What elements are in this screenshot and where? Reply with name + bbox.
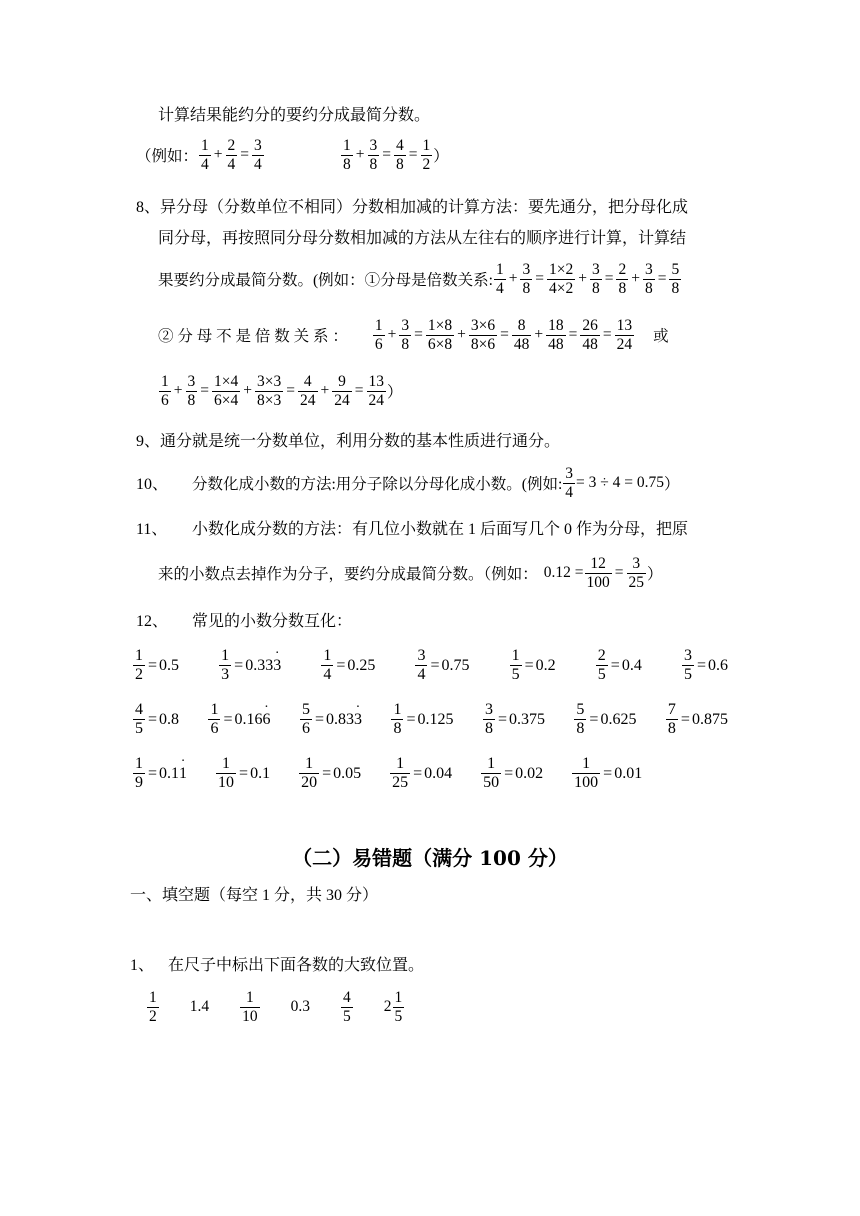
fraction: $\frac{5}{6}$ [301, 701, 310, 737]
conversion-item: $\frac{1}{10}$ = 0.1 [218, 755, 271, 791]
decimal-value: 0.05 [333, 764, 362, 782]
fraction: $\frac{1}{10}$ [218, 755, 235, 791]
item-12-number: 12、 [136, 613, 169, 630]
fraction: $\frac{3}{8}$ [484, 701, 493, 737]
fraction: $\frac{1}{2}$ [422, 137, 431, 173]
item-10-close: ） [664, 476, 680, 493]
decimal-value: 0.02 [515, 764, 544, 782]
item-8-line-2: 同分母，再按照同分母分数相加减的方法从左往右的顺序进行计算，计算结 [158, 230, 687, 247]
conversion-row-3 [132, 756, 642, 791]
section-title: （二）易错题（满分 100 分） [292, 846, 568, 870]
fraction: $\frac{1}{50}$ [483, 755, 500, 791]
item-11-lead: 0.12 = [543, 564, 584, 581]
conversion-item: $\frac{1}{25}$ = 0.04 [392, 755, 453, 791]
conversion-item: $\frac{1}{50}$ = 0.02 [483, 755, 544, 791]
part-one-heading: 一、填空题（每空 1 分，共 30 分） [130, 887, 379, 904]
fraction: $\frac{1}{100}$ [574, 755, 599, 791]
fraction: $\frac{1}{3}$ [221, 647, 230, 683]
fraction: $\frac{3}{4}$ [254, 137, 262, 173]
item-8-line-4: ② 分 母 不 是 倍 数 关 系 ： $\frac{1}{6}$ + $\frac{3}{8}$ = $\frac{1\times 8}{6\times 8}$ + $\frac{3\times 6}{8\times 6}$ = $\frac{8}{48}$ + $\frac{18}{48}$ = $\frac{26}{48}$ = $\frac{13}{24}$ 或 [158, 317, 669, 353]
fraction: $\frac{1}{6}$ [210, 701, 219, 737]
or-word: 或 [653, 328, 669, 345]
fraction: $\frac{3}{8}$ [369, 137, 378, 173]
conversion-item: $\frac{1}{2}$ = 0.5 [135, 647, 180, 683]
q1-text: 在尺子中标出下面各数的大致位置。 [168, 957, 425, 974]
fraction: $\frac{2}{5}$ [597, 647, 606, 683]
number-0-3: 0.3 [290, 998, 310, 1015]
conversion-item: $\frac{1}{6}$ = 0.16 · 6 [207, 702, 270, 737]
intro-line: 计算结果能约分的要约分成最简分数。 [158, 107, 431, 124]
item-8-line-4-text: ② 分 母 不 是 倍 数 关 系 ： [158, 328, 348, 345]
item-10: 分数化成小数的方法:用分子除以分母化成小数。(例如: $\frac{3}{4}$ = 3 ÷ 4 = 0.75 ） [192, 465, 680, 501]
conversion-item: $\frac{4}{5}$ = 0.8 [135, 701, 180, 737]
decimal-value: 0.8 [159, 710, 180, 728]
fraction: $\frac{1}{9}$ [135, 755, 143, 791]
number-tenth: $\frac{1}{10}$ [242, 989, 258, 1025]
fraction: $\frac{1}{8}$ [343, 137, 351, 173]
conversion-item: $\frac{5}{8}$ = 0.625 [576, 701, 637, 737]
fraction: $\frac{7}{8}$ [667, 701, 676, 737]
item-8-line-3: 果要约分成最简分数。(例如：①分母是倍数关系: $\frac{1}{4}$ + $\frac{3}{8}$ = $\frac{1\times 2}{4\times 2}$ + $\frac{3}{8}$ = $\frac{2}{8}$ + $\frac{3}{8}$ = $\frac{5}{8}$ [158, 261, 680, 297]
fraction: $\frac{3}{5}$ [683, 647, 692, 683]
fraction: $\frac{3}{4}$ [417, 647, 426, 683]
conversion-item: $\frac{1}{8}$ = 0.125 [393, 701, 454, 737]
decimal-value: 0.2 [535, 656, 556, 674]
item-11-line-1: 小数化成分数的方法：有几位小数就在 1 后面写几个 0 作为分母，把原 [192, 521, 689, 538]
item-8-line-5: $\frac{1}{6}$ + $\frac{3}{8}$ = $\frac{1\times 4}{6\times 4}$ + $\frac{3\times 3}{8\times 3}$ = $\frac{4}{24}$ + $\frac{9}{24}$ = $\frac{13}{24}$ ） [161, 373, 403, 409]
decimal-value: 0.04 [424, 764, 453, 782]
item-10-number: 10、 [136, 476, 169, 493]
decimal-value: 0.5 [159, 656, 180, 674]
intro-example: （例如： $\frac{1}{4}$ + $\frac{2}{4}$ = $\frac{3}{4}$ [136, 137, 262, 173]
item-11-number: 11、 [136, 521, 168, 538]
fraction: $\frac{1}{2}$ [135, 647, 143, 683]
decimal-value: 0.375 [508, 710, 545, 728]
number-four-fifths: $\frac{4}{5}$ [343, 989, 351, 1025]
conversion-item: $\frac{1}{20}$ = 0.05 [301, 755, 362, 791]
repeating-digit: · 1 [179, 765, 187, 783]
q1-numbers [146, 990, 405, 1024]
conversion-item: $\frac{3}{8}$ = 0.375 [484, 701, 545, 737]
repeating-digit: · 6 [263, 711, 271, 729]
fraction: $\frac{5}{8}$ [576, 701, 585, 737]
conversion-item: $\frac{3}{4}$ = 0.75 [417, 647, 470, 683]
item-9: 9、通分就是统一分数单位，利用分数的基本性质进行通分。 [136, 433, 561, 450]
conversion-item: $\frac{1}{5}$ = 0.2 [511, 647, 556, 683]
conversion-item: $\frac{1}{3}$ = 0.33 · 3 [218, 648, 281, 683]
fraction: $\frac{1}{25}$ [392, 755, 409, 791]
conversion-item: $\frac{3}{5}$ = 0.6 [683, 647, 728, 683]
number-1-4: 1.4 [189, 998, 210, 1015]
decimal-value: 0.16 [234, 710, 263, 728]
conversion-item: $\frac{7}{8}$ = 0.875 [667, 701, 728, 737]
decimal-value: 0.6 [707, 656, 728, 674]
fraction: $\frac{1}{4}$ [201, 137, 209, 173]
decimal-value: 0.1 [250, 764, 271, 782]
conversion-item: $\frac{2}{5}$ = 0.4 [597, 647, 642, 683]
item-10-text: 分数化成小数的方法:用分子除以分母化成小数。(例如: [192, 476, 563, 493]
intro-example-2: $\frac{1}{8}$ + $\frac{3}{8}$ = $\frac{4}{8}$ = $\frac{1}{2}$ ） [343, 137, 449, 173]
item-8-close: ） [387, 384, 403, 401]
item-10-expr: = 3 ÷ 4 = 0.75 [576, 474, 665, 491]
decimal-value: 0.33 [245, 656, 274, 674]
example-close: ） [433, 148, 449, 165]
fraction: $\frac{4}{5}$ [135, 701, 143, 737]
conversion-item: $\frac{5}{6}$ = 0.83 · 3 [299, 702, 362, 737]
item-8-line-1: 8、异分母（分数单位不相同）分数相加减的计算方法：要先通分，把分母化成 [136, 199, 689, 216]
fraction: $\frac{2}{4}$ [227, 137, 236, 173]
decimal-value: 0.01 [614, 764, 643, 782]
item-12-text: 常见的小数分数互化： [192, 613, 353, 630]
decimal-value: 0.625 [600, 710, 637, 728]
example-prefix: （例如： [136, 148, 199, 165]
decimal-value: 0.25 [347, 656, 376, 674]
decimal-value: 0.83 [326, 710, 354, 728]
decimal-value: 0.75 [441, 656, 470, 674]
conversion-item: $\frac{1}{100}$ = 0.01 [574, 755, 643, 791]
conversion-row-1 [132, 648, 728, 683]
q1-number: 1、 [130, 957, 155, 974]
fraction: $\frac{1}{4}$ [323, 647, 332, 683]
conversion-row-2 [132, 702, 728, 737]
repeating-digit: · 3 [354, 711, 362, 729]
number-mixed: 2 $\frac{1}{5}$ [383, 989, 403, 1025]
fraction: $\frac{4}{8}$ [396, 137, 404, 173]
item-8-line-3-text: 果要约分成最简分数。(例如：①分母是倍数关系: [158, 272, 493, 289]
conversion-item: $\frac{1}{9}$ = 0.1 · 1 [132, 756, 187, 791]
decimal-value: 0.1 [159, 764, 180, 782]
decimal-value: 0.875 [691, 710, 728, 728]
item-11-close: ） [647, 566, 663, 583]
repeating-digit: · 3 [273, 657, 281, 675]
fraction: $\frac{1}{5}$ [511, 647, 520, 683]
decimal-value: 0.4 [621, 656, 642, 674]
item-11-line-2-text: 来的小数点去掉作为分子，要约分成最简分数。（例如： [158, 566, 538, 583]
item-11-line-2: 来的小数点去掉作为分子，要约分成最简分数。（例如： 0.12 = $\frac{12}{100}$ = $\frac{3}{25}$ ） [158, 555, 663, 591]
conversion-item: $\frac{1}{4}$ = 0.25 [323, 647, 376, 683]
decimal-value: 0.125 [417, 710, 454, 728]
number-half: $\frac{1}{2}$ [149, 989, 157, 1025]
fraction: $\frac{1}{8}$ [393, 701, 402, 737]
fraction: $\frac{1}{20}$ [301, 755, 318, 791]
